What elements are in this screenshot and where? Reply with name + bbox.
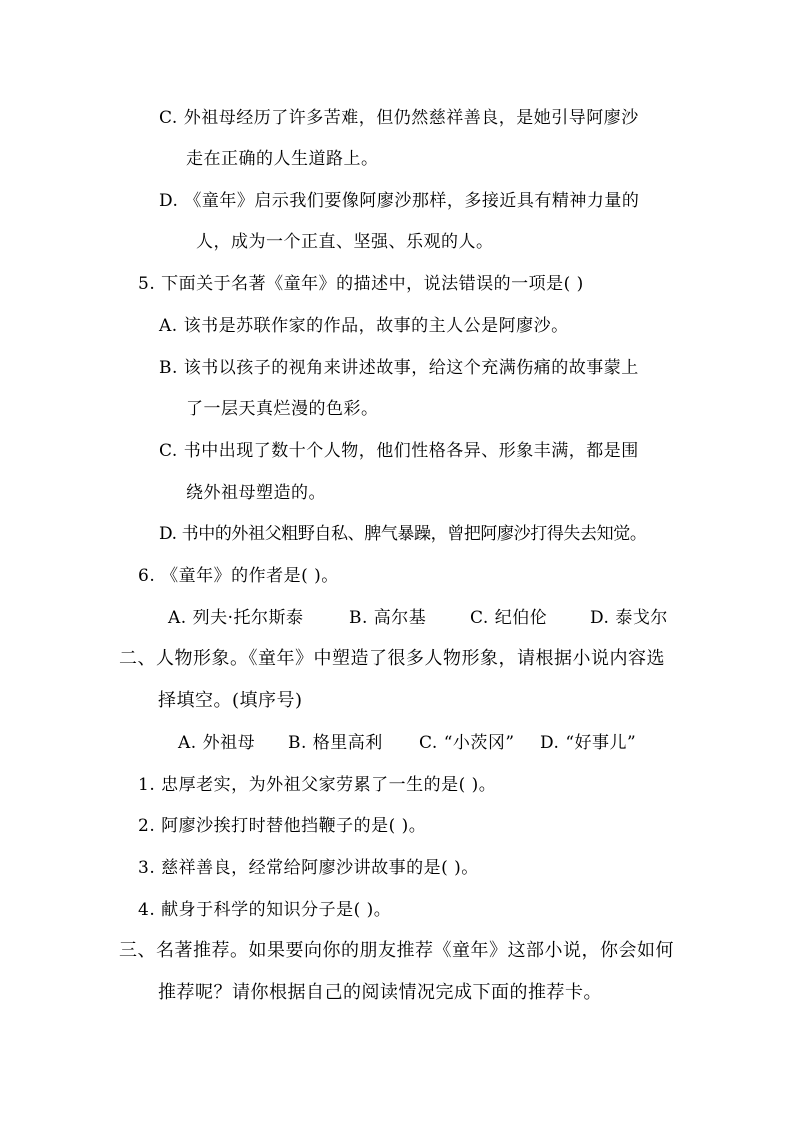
q5-option-c-line2: 绕外祖母塑造的。: [186, 483, 326, 503]
q5-option-b-line1: B. 该书以孩子的视角来讲述故事，给这个充满伤痛的故事蒙上: [159, 358, 639, 378]
section3-title-line2: 推荐呢？请你根据自己的阅读情况完成下面的推荐卡。: [158, 982, 602, 1003]
section2-question-4: 4. 献身于科学的知识分子是( )。: [138, 900, 392, 920]
q6-stem: 6. 《童年》的作者是( )。: [138, 566, 339, 586]
section2-option-b: B. 格里高利: [288, 733, 383, 753]
q6-option-d: D. 泰戈尔: [590, 608, 668, 628]
q4-option-d-line2: 人，成为一个正直、坚强、乐观的人。: [196, 232, 494, 252]
section3-title-line1: 三、名著推荐。如果要向你的朋友推荐《童年》这部小说，你会如何: [119, 940, 674, 961]
q4-option-d-line1: D. 《童年》启示我们要像阿廖沙那样，多接近具有精神力量的: [159, 191, 640, 211]
q4-option-c-line1: C. 外祖母经历了许多苦难，但仍然慈祥善良，是她引导阿廖沙: [159, 108, 639, 128]
q6-option-a: A. 列夫·托尔斯泰: [168, 608, 304, 628]
q5-option-b-line2: 了一层天真烂漫的色彩。: [186, 399, 379, 419]
q4-option-c-line2: 走在正确的人生道路上。: [186, 149, 379, 169]
q5-stem: 5. 下面关于名著《童年》的描述中，说法错误的一项是( ): [138, 274, 584, 294]
section2-question-1: 1. 忠厚老实，为外祖父家劳累了一生的是( )。: [138, 775, 497, 795]
section2-title-line2: 择填空。(填序号): [158, 690, 303, 711]
section2-option-c: C. “小茨冈”: [419, 733, 515, 753]
section2-option-a: A. 外祖母: [178, 733, 256, 753]
q6-option-b: B. 高尔基: [349, 608, 427, 628]
q5-option-c-line1: C. 书中出现了数十个人物，他们性格各异、形象丰满，都是围: [159, 441, 639, 461]
q5-option-d: D. 书中的外祖父粗野自私、脾气暴躁，曾把阿廖沙打得失去知觉。: [159, 524, 647, 544]
q5-option-a: A. 该书是苏联作家的作品，故事的主人公是阿廖沙。: [159, 316, 569, 336]
section2-option-d: D. “好事儿”: [540, 733, 637, 753]
q6-option-c: C. 纪伯伦: [470, 608, 548, 628]
section2-question-3: 3. 慈祥善良，经常给阿廖沙讲故事的是( )。: [138, 858, 479, 878]
section2-question-2: 2. 阿廖沙挨打时替他挡鞭子的是( )。: [138, 816, 427, 836]
section2-title-line1: 二、人物形象。《童年》中塑造了很多人物形象，请根据小说内容选: [119, 648, 665, 669]
